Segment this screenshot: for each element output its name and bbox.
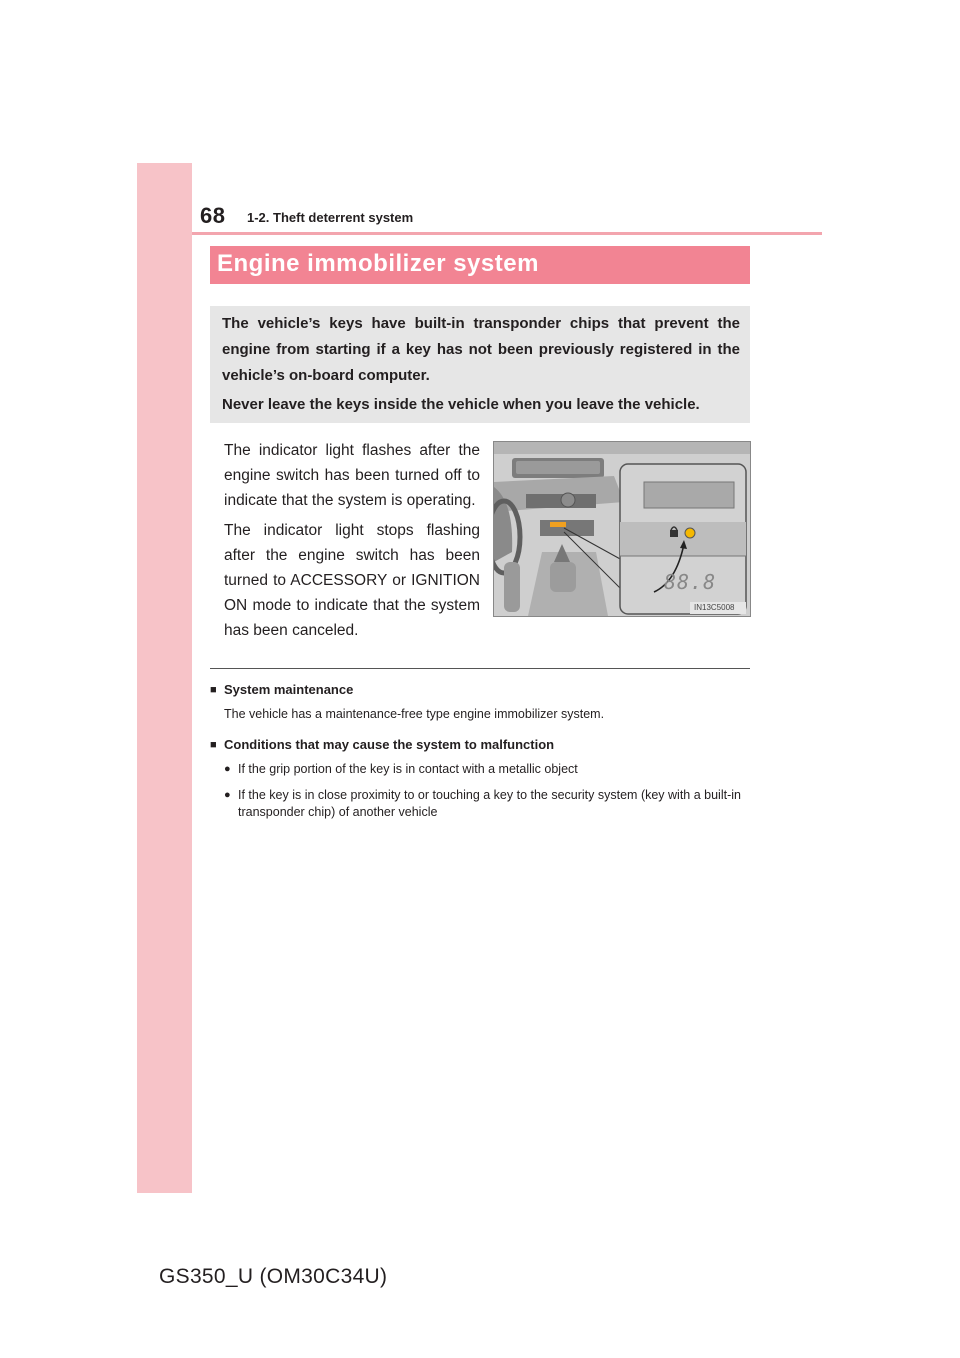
section-title: Engine immobilizer system <box>217 250 539 277</box>
header-rule <box>192 232 822 235</box>
note-heading-text: Conditions that may cause the system to malfunction <box>224 737 555 752</box>
square-bullet-icon: ■ <box>210 684 217 696</box>
intro-warning: Never leave the keys inside the vehicle when you leave the vehicle. <box>222 396 700 413</box>
page-number: 68 <box>200 203 226 228</box>
list-item <box>224 787 755 821</box>
body-paragraph-flashing: The indicator light flashes after the engine switch has been turned off to indicate that the system is operating. <box>224 442 480 509</box>
manual-code-footer: GS350_U (OM30C34U) <box>159 1265 388 1288</box>
side-tab-band <box>137 163 192 1193</box>
intro-box <box>210 306 750 423</box>
dashboard-illustration <box>493 441 751 617</box>
list-item-text: If the grip portion of the key is in contact with a metallic object <box>238 762 578 776</box>
figure-code: IN13C5008 <box>694 603 735 612</box>
body-paragraph-stops: The indicator light stops flashing after the engine switch has been turned to ACCESSORY or IGNITION ON mode to indicate that the system has been canceled. <box>224 522 480 639</box>
section-divider <box>210 668 750 669</box>
list-item <box>224 761 755 778</box>
intro-paragraph: The vehicle’s keys have built-in transponder chips that prevent the engine from starting if a key has not been previously registered in the vehicle’s on-board computer. <box>222 315 740 384</box>
circle-bullet-icon: ● <box>224 789 231 801</box>
display-readout: 88.8 <box>664 570 717 594</box>
notes-section <box>210 682 755 830</box>
note-heading <box>210 682 755 698</box>
square-bullet-icon: ■ <box>210 739 217 751</box>
note-heading-text: System maintenance <box>224 682 354 697</box>
circle-bullet-icon: ● <box>224 763 231 775</box>
list-item-text: If the key is in close proximity to or touching a key to the security system (key with a built-in transponder chip) of another vehicle <box>238 788 741 819</box>
section-header: 1-2. Theft deterrent system <box>247 210 414 225</box>
section-title-bar <box>210 246 750 284</box>
note-text: The vehicle has a maintenance-free type engine immobilizer system. <box>224 707 605 721</box>
note-heading <box>210 737 755 753</box>
